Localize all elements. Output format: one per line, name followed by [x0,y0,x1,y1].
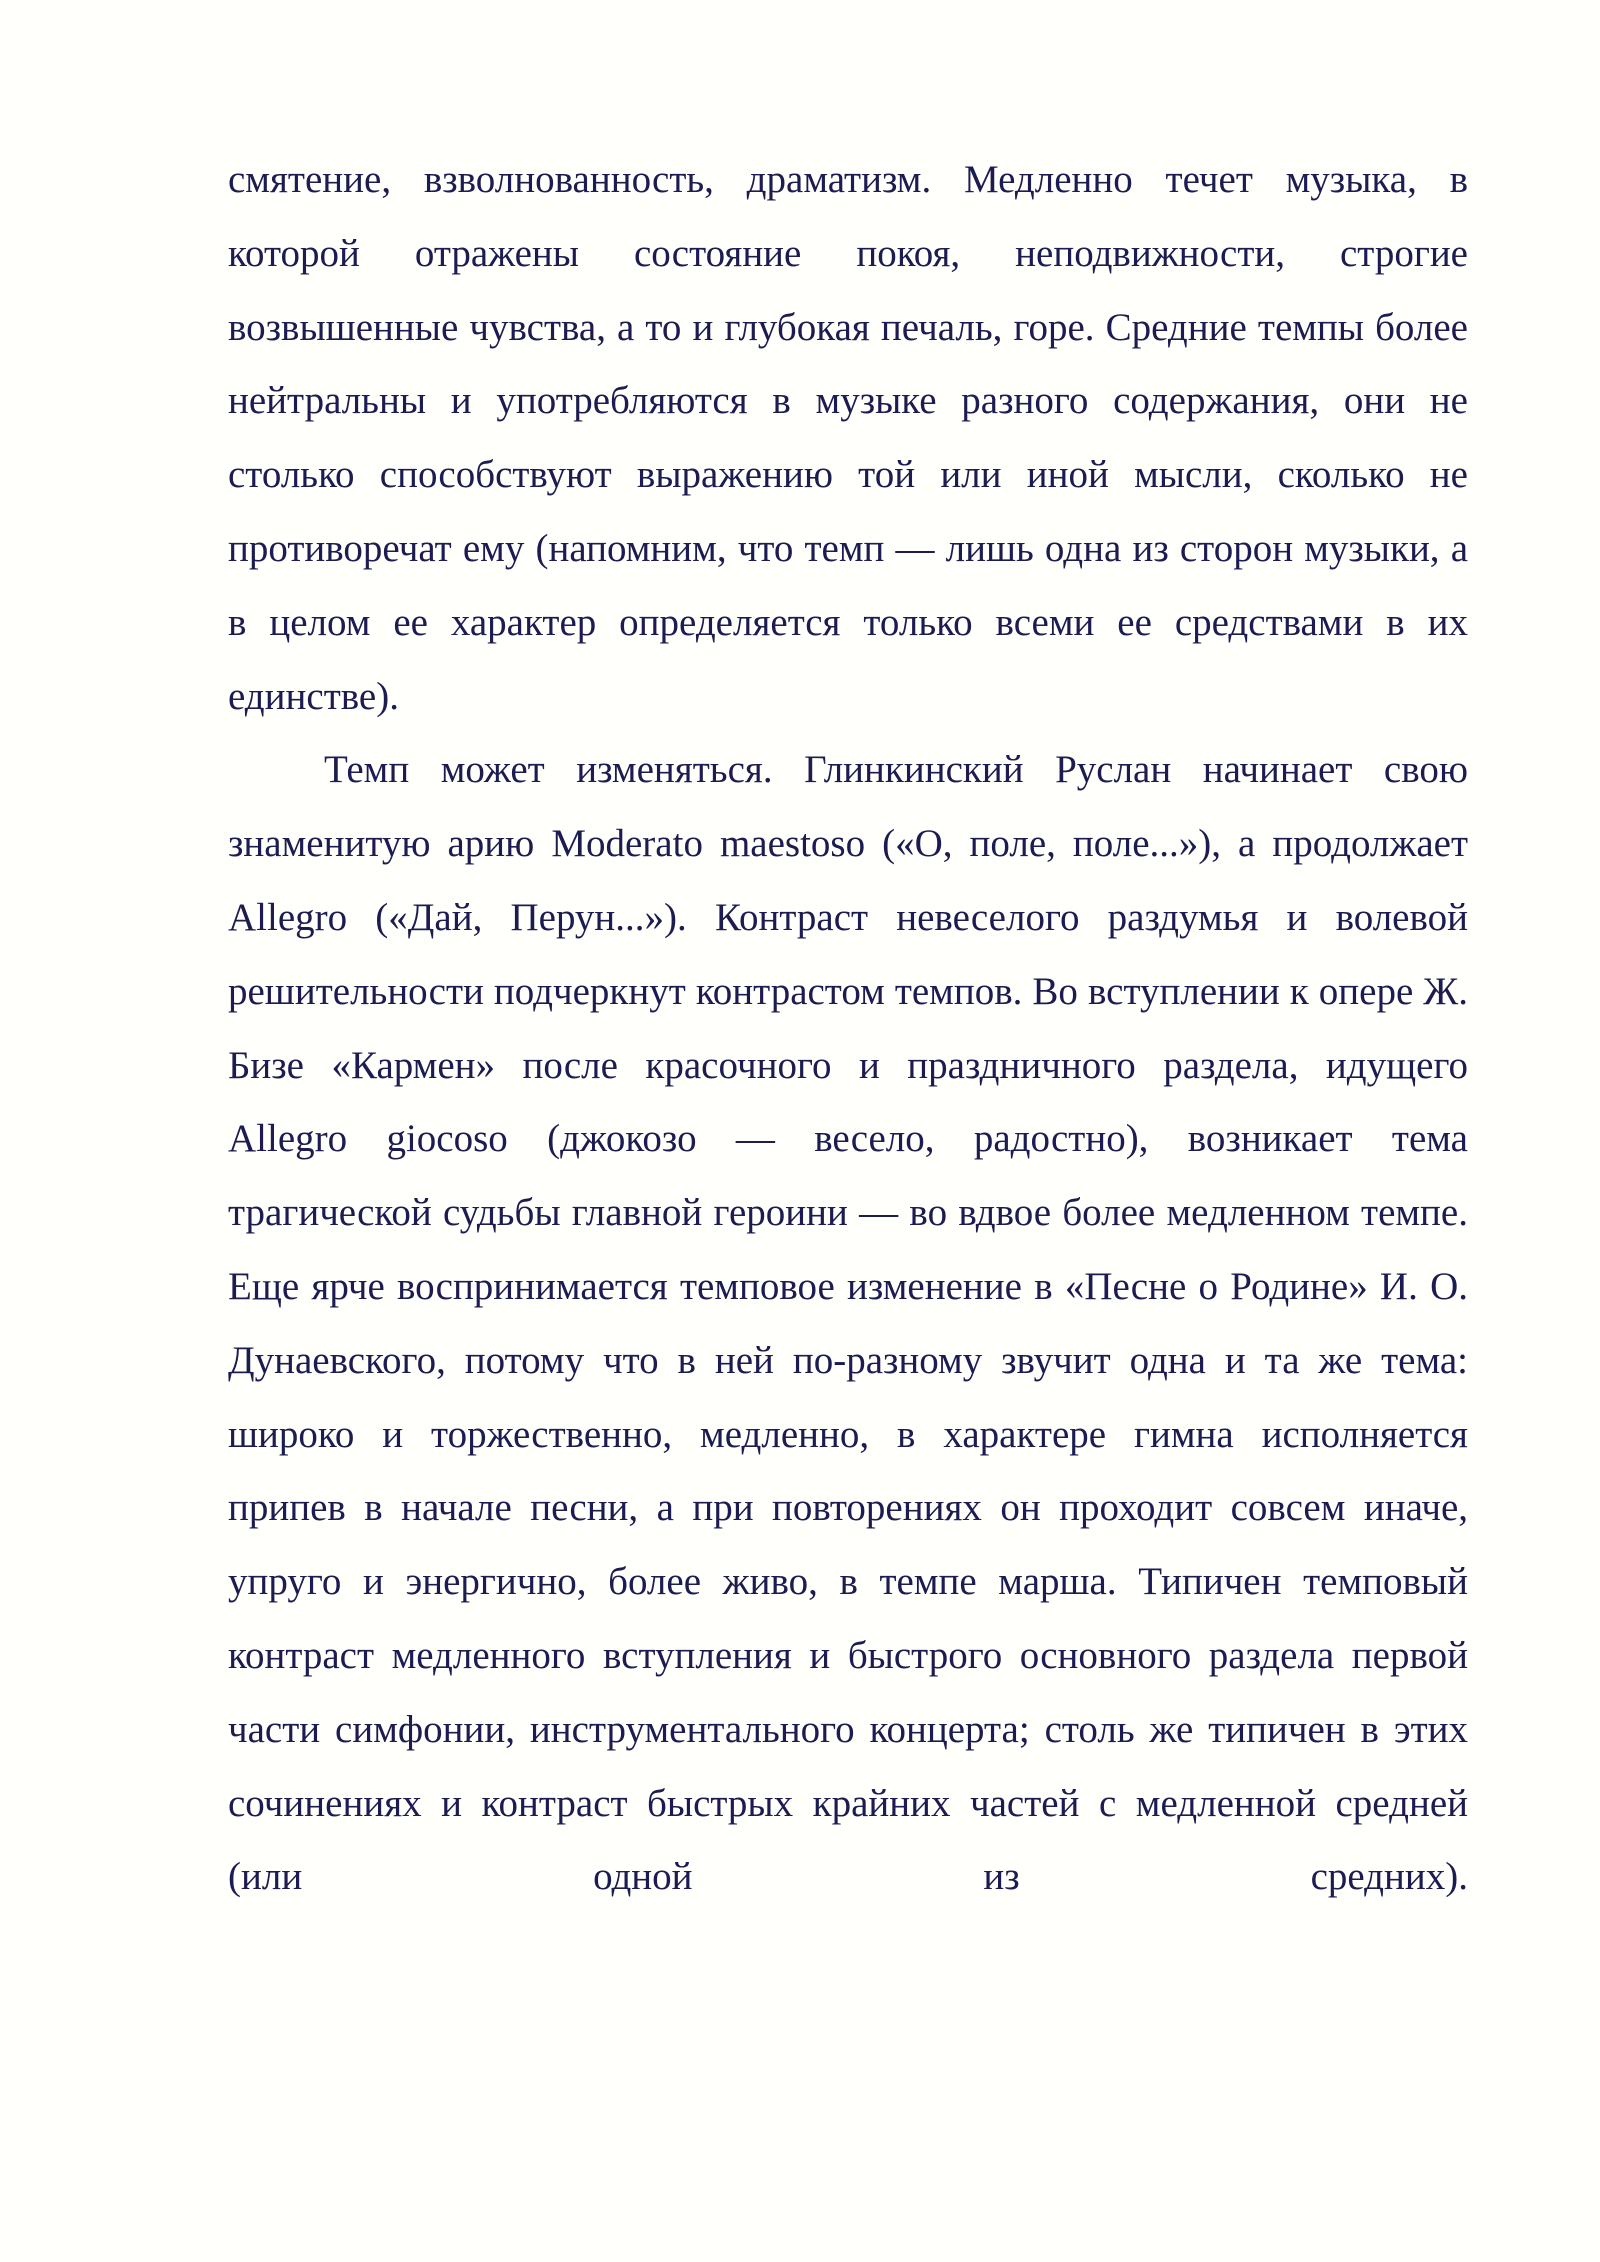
body-text [228,143,1468,1914]
paragraph-tempo-character: смятение, взволнованность, драматизм. Медленно течет музыка, в которой отражены состояние покоя, неподвижности, строгие возвышенные чувства, а то и глубокая печаль, горе. Средние темпы более нейтральны и употребляются в музыке разного содержания, они не столько способствуют выражению той или иной мысли, сколько не противоречат ему (напомним, что темп — лишь одна из сторон музыки, а в целом ее характер определяется только всеми ее средствами в их единстве). [228,158,1468,718]
paragraph-tempo-change: Темп может изменяться. Глинкинский Руслан начинает свою знаменитую арию Moderato maestoso («О, поле, поле...»), а продолжает Allegro («Дай, Перун...»). Контраст невеселого раздумья и волевой решительности подчеркнут контрастом темпов. Во вступлении к опере Ж. Бизе «Кармен» после красочного и праздничного раздела, идущего Allegro giocoso (джокозо — весело, радостно), возникает тема трагической судьбы главной героини — во вдвое более медленном темпе. Еще ярче воспринимается темповое изменение в «Песне о Родине» И. О. Дунаевского, потому что в ней по-разному звучит одна и та же тема: широко и торжественно, медленно, в характере гимна исполняется припев в начале песни, а при повторениях он проходит совсем иначе, упруго и энергично, более живо, в темпе марша. Типичен темповый контраст медленного вступления и быстрого основного раздела первой части симфонии, инструментального концерта; столь же типичен в этих сочинениях и контраст быстрых крайних частей с медленной средней (или одной из средних). [228,748,1468,1899]
